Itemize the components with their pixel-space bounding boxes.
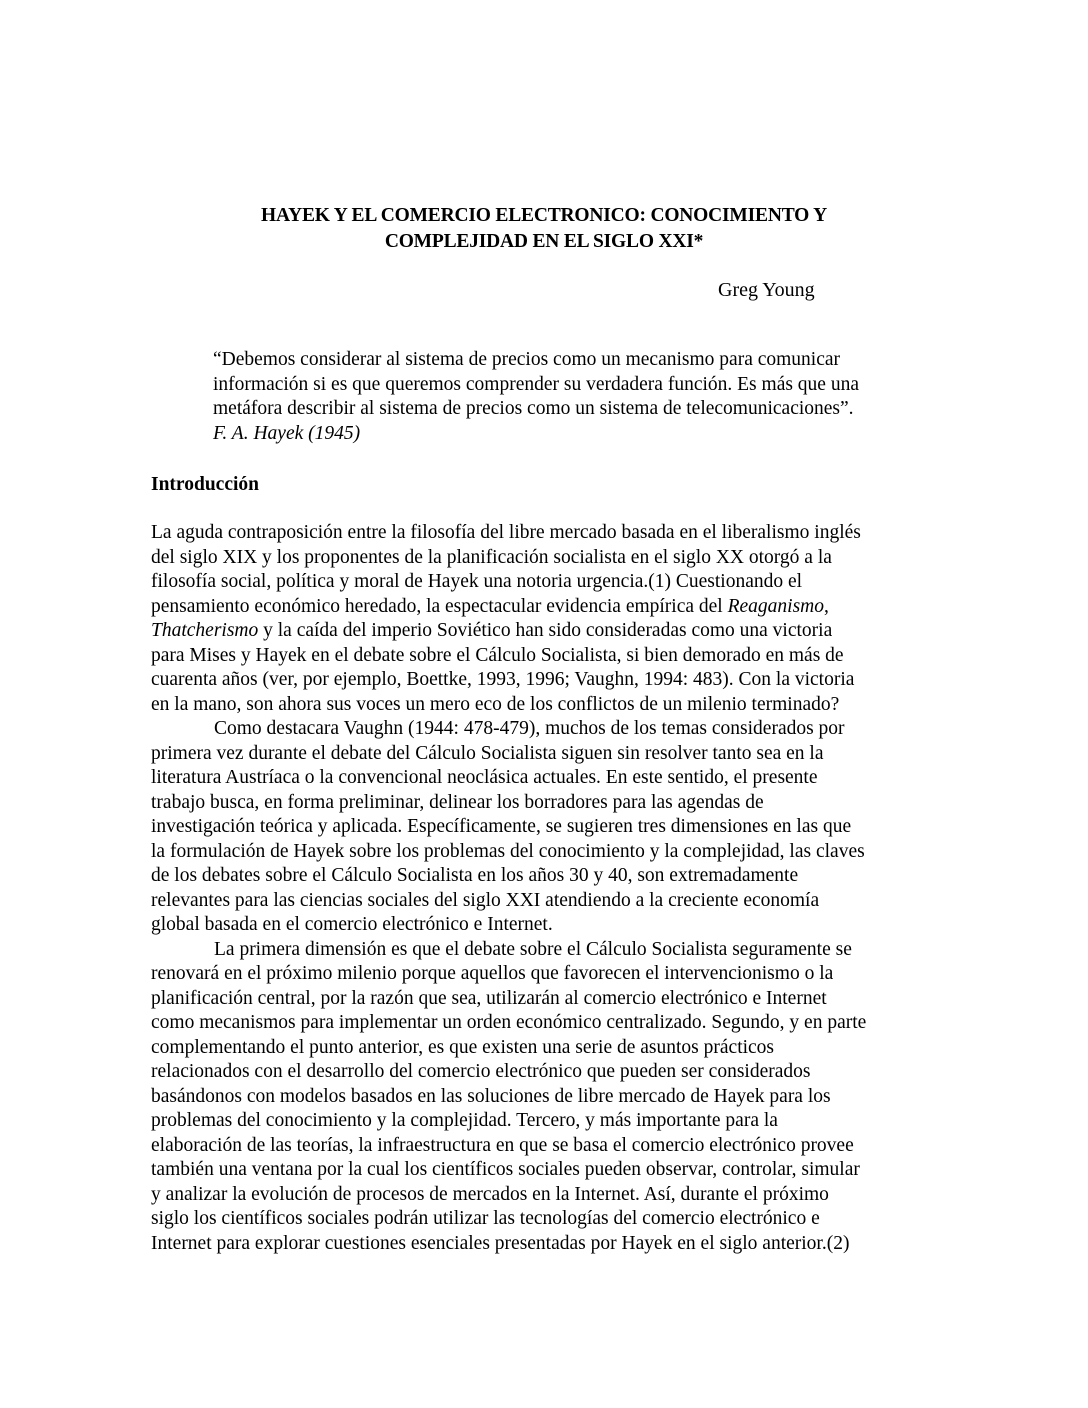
author-name: Greg Young — [718, 279, 815, 301]
paragraph-line: Internet para explorar cuestiones esenciales presentadas por Hayek en el siglo anterior.(2) — [151, 1232, 850, 1254]
section-heading-introduccion: Introducción — [151, 474, 259, 495]
title-line-1: HAYEK Y EL COMERCIO ELECTRONICO: CONOCIMIENTO Y — [261, 205, 827, 226]
paragraph-line: relevantes para las ciencias sociales del siglo XXI atendiendo a la creciente economía — [151, 889, 820, 911]
paragraph-1 — [151, 521, 951, 717]
text-run: y la caída del imperio Soviético han sido consideradas como una victoria — [258, 620, 833, 641]
paragraph-line: para Mises y Hayek en el debate sobre el Cálculo Socialista, si bien demorado en más de — [151, 644, 844, 666]
paragraph-line: problemas del conocimiento y la complejidad. Tercero, y más importante para la — [151, 1110, 778, 1131]
epigraph-line: información si es que queremos comprender su verdadera función. Es más que una — [213, 373, 859, 395]
paragraph-line — [151, 619, 951, 644]
title-line-2: COMPLEJIDAD EN EL SIGLO XXI* — [384, 231, 704, 252]
paragraph-line: global basada en el comercio electrónico e Internet. — [151, 914, 553, 935]
paragraph-line: investigación teórica y aplicada. Específicamente, se sugieren tres dimensiones en las que — [151, 816, 852, 837]
body-text — [151, 521, 951, 1256]
epigraph-attribution: F. A. Hayek (1945) — [213, 422, 361, 444]
paragraph-line: siglo los científicos sociales podrán utilizar las tecnologías del comercio electrónico e — [151, 1208, 820, 1229]
paragraph-line: literatura Austríaca o la convencional neoclásica actuales. En este sentido, el presente — [151, 767, 818, 788]
paragraph-line: trabajo busca, en forma preliminar, delinear los borradores para las agendas de — [151, 791, 764, 813]
epigraph-line: “Debemos considerar al sistema de precios como un mecanismo para comunicar — [213, 349, 841, 370]
text-run: , — [824, 595, 829, 617]
paragraph-line: basándonos con modelos basados en las soluciones de libre mercado de Hayek para los — [151, 1085, 831, 1107]
paragraph-line: primera vez durante el debate del Cálculo Socialista siguen sin resolver tanto sea en la — [151, 742, 824, 764]
paragraph-line: en la mano, son ahora sus voces un mero eco de los conflictos de un milenio terminado? — [151, 693, 840, 715]
paragraph-line: elaboración de las teorías, la infraestructura en que se basa el comercio electrónico provee — [151, 1134, 854, 1156]
paragraph-line — [151, 595, 951, 620]
paragraph-line: también una ventana por la cual los científicos sociales pueden observar, controlar, simular — [151, 1159, 860, 1180]
paragraph-line: La primera dimensión es que el debate sobre el Cálculo Socialista seguramente se — [214, 938, 852, 960]
epigraph-quote — [213, 348, 973, 446]
italic-term-reaganismo: Reaganismo — [727, 595, 825, 617]
paragraph-line: Como destacara Vaughn (1944: 478-479), muchos de los temas considerados por — [214, 718, 845, 739]
paragraph-2 — [151, 717, 951, 938]
text-run: pensamiento económico heredado, la espectacular evidencia empírica del — [151, 595, 728, 617]
italic-term-thatcherismo: Thatcherismo — [151, 620, 259, 641]
paragraph-line: relacionados con el desarrollo del comercio electrónico que pueden ser considerados — [151, 1061, 811, 1082]
paragraph-line: La aguda contraposición entre la filosofía del libre mercado basada en el liberalismo inglés — [151, 522, 861, 543]
paragraph-line: la formulación de Hayek sobre los problemas del conocimiento y la complejidad, las claves — [151, 840, 865, 862]
paragraph-line: y analizar la evolución de procesos de mercados en la Internet. Así, durante el próximo — [151, 1183, 829, 1205]
paragraph-line: como mecanismos para implementar un orden económico centralizado. Segundo, y en parte — [151, 1012, 867, 1033]
document-title — [150, 203, 938, 255]
paragraph-3 — [151, 938, 951, 1257]
paragraph-line: planificación central, por la razón que sea, utilizarán al comercio electrónico e Internet — [151, 987, 827, 1009]
epigraph-line: metáfora describir al sistema de precios como un sistema de telecomunicaciones”. — [213, 398, 854, 419]
paragraph-line: complementando el punto anterior, es que existen una serie de asuntos prácticos — [151, 1036, 775, 1058]
paragraph-line: renovará en el próximo milenio porque aquellos que favorecen el intervencionismo o la — [151, 963, 834, 984]
paragraph-line: cuarenta años (ver, por ejemplo, Boettke, 1993, 1996; Vaughn, 1994: 483). Con la victoria — [151, 669, 855, 690]
paragraph-line: de los debates sobre el Cálculo Socialista en los años 30 y 40, son extremadamente — [151, 865, 799, 886]
paragraph-line: del siglo XIX y los proponentes de la planificación socialista en el siglo XX otorgó a la — [151, 546, 832, 568]
paragraph-line: filosofía social, política y moral de Hayek una notoria urgencia.(1) Cuestionando el — [151, 571, 803, 592]
